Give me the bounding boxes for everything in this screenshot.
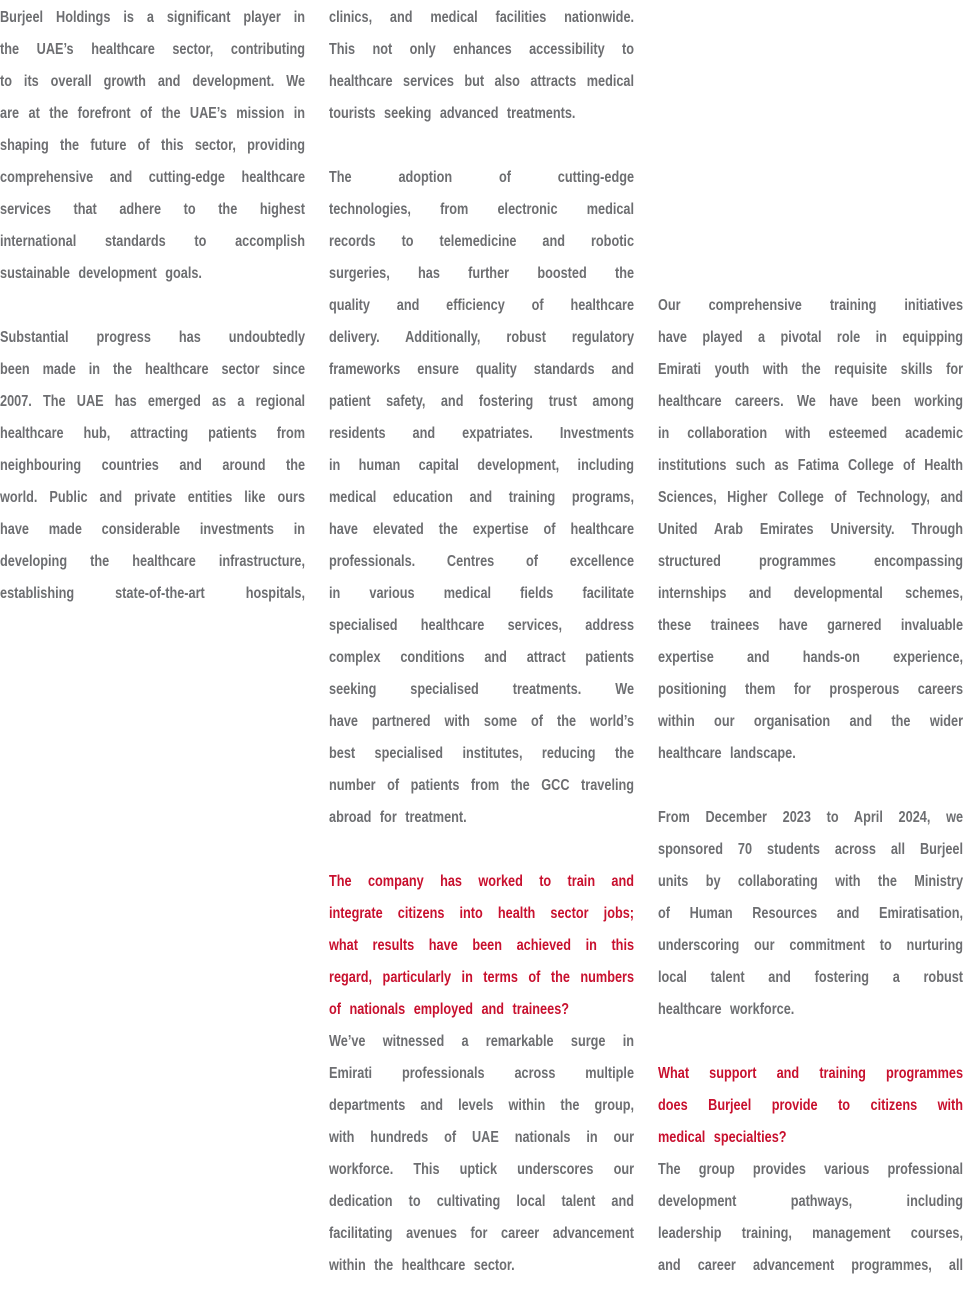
text-line: services that adhere to the highest	[0, 201, 306, 218]
text-line: positioning them for prosperous careers	[658, 681, 964, 698]
text-line: regard, particularly in terms of the numbers	[329, 969, 635, 986]
text-column-1	[0, 2, 305, 642]
text-line: within the healthcare sector.	[329, 1257, 515, 1274]
interview-question	[658, 1058, 963, 1154]
text-line: Emirati professionals across multiple	[329, 1065, 635, 1082]
text-line: what results have been achieved in this	[329, 937, 635, 954]
text-line: patient safety, and fostering trust among	[329, 393, 635, 410]
text-line: structured programmes encompassing	[658, 553, 964, 570]
text-line: international standards to accomplish	[0, 233, 306, 250]
text-line: workforce. This uptick underscores our	[329, 1161, 635, 1178]
text-line: United Arab Emirates University. Through	[658, 521, 964, 538]
text-line: The company has worked to train and	[329, 873, 635, 890]
text-line: been made in the healthcare sector since	[0, 361, 306, 378]
text-line: We’ve witnessed a remarkable surge in	[329, 1033, 635, 1050]
body-paragraph	[329, 2, 634, 130]
text-line: Substantial progress has undoubtedly	[0, 329, 306, 346]
text-line: medical specialties?	[658, 1129, 787, 1146]
text-line: dedication to cultivating local talent and	[329, 1193, 635, 1210]
text-line: surgeries, has further boosted the	[329, 265, 635, 282]
body-paragraph	[329, 1026, 634, 1282]
text-line: tourists seeking advanced treatments.	[329, 105, 576, 122]
text-line: sponsored 70 students across all Burjeel	[658, 841, 964, 858]
text-column-2	[329, 2, 634, 1314]
text-line: have played a pivotal role in equipping	[658, 329, 964, 346]
text-line: to its overall growth and development. We	[0, 73, 306, 90]
text-line: the UAE’s healthcare sector, contributing	[0, 41, 306, 58]
text-line: and career advancement programmes, all	[658, 1257, 964, 1274]
text-line: have made considerable investments in	[0, 521, 306, 538]
text-line: are at the forefront of the UAE’s mission in	[0, 105, 306, 122]
body-paragraph	[0, 2, 305, 290]
text-line: healthcare services but also attracts medical	[329, 73, 635, 90]
text-line: From December 2023 to April 2024, we	[658, 809, 964, 826]
text-line: these trainees have garnered invaluable	[658, 617, 964, 634]
text-line: of Human Resources and Emiratisation,	[658, 905, 964, 922]
text-line: Burjeel Holdings is a significant player in	[0, 9, 306, 26]
text-line: developing the healthcare infrastructure,	[0, 553, 306, 570]
text-line: residents and expatriates. Investments	[329, 425, 635, 442]
text-line: quality and efficiency of healthcare	[329, 297, 635, 314]
text-line: professionals. Centres of excellence	[329, 553, 635, 570]
text-line: within our organisation and the wider	[658, 713, 964, 730]
text-line: leadership training, management courses,	[658, 1225, 964, 1242]
text-line: Our comprehensive training initiatives	[658, 297, 964, 314]
text-line: healthcare careers. We have been working	[658, 393, 964, 410]
text-line: internships and developmental schemes,	[658, 585, 964, 602]
text-line: establishing state-of-the-art hospitals,	[0, 585, 306, 602]
text-line: 2007. The UAE has emerged as a regional	[0, 393, 306, 410]
text-line: complex conditions and attract patients	[329, 649, 635, 666]
text-line: facilitating avenues for career advancement	[329, 1225, 635, 1242]
text-line: What support and training programmes	[658, 1065, 964, 1082]
text-line: healthcare landscape.	[658, 745, 796, 762]
text-line: Sciences, Higher College of Technology, and	[658, 489, 964, 506]
text-line: world. Public and private entities like ours	[0, 489, 306, 506]
text-line: of nationals employed and trainees?	[329, 1001, 570, 1018]
text-line: abroad for treatment.	[329, 809, 467, 826]
body-paragraph	[658, 802, 963, 1026]
text-line: healthcare hub, attracting patients from	[0, 425, 306, 442]
text-line: shaping the future of this sector, providing	[0, 137, 306, 154]
text-line: seeking specialised treatments. We	[329, 681, 635, 698]
interview-question	[329, 866, 634, 1026]
text-line: The group provides various professional	[658, 1161, 964, 1178]
text-line: expertise and hands-on experience,	[658, 649, 964, 666]
text-line: units by collaborating with the Ministry	[658, 873, 964, 890]
text-line: medical education and training programs,	[329, 489, 635, 506]
text-line: in various medical fields facilitate	[329, 585, 635, 602]
text-line: healthcare workforce.	[658, 1001, 795, 1018]
text-line: specialised healthcare services, address	[329, 617, 635, 634]
text-line: in human capital development, including	[329, 457, 635, 474]
text-line: integrate citizens into health sector jobs;	[329, 905, 635, 922]
text-line: best specialised institutes, reducing the	[329, 745, 635, 762]
text-line: with hundreds of UAE nationals in our	[329, 1129, 635, 1146]
body-paragraph	[329, 162, 634, 834]
text-line: Emirati youth with the requisite skills for	[658, 361, 964, 378]
text-line: institutions such as Fatima College of Health	[658, 457, 964, 474]
body-paragraph	[0, 322, 305, 610]
body-paragraph	[658, 290, 963, 770]
text-line: local talent and fostering a robust	[658, 969, 964, 986]
text-line: delivery. Additionally, robust regulatory	[329, 329, 635, 346]
text-line: does Burjeel provide to citizens with	[658, 1097, 964, 1114]
text-line: clinics, and medical facilities nationwide.	[329, 9, 635, 26]
text-line: departments and levels within the group,	[329, 1097, 635, 1114]
body-paragraph	[658, 1154, 963, 1282]
text-line: development pathways, including	[658, 1193, 964, 1210]
text-line: neighbouring countries and around the	[0, 457, 306, 474]
text-line: technologies, from electronic medical	[329, 201, 635, 218]
text-line: frameworks ensure quality standards and	[329, 361, 635, 378]
text-line: comprehensive and cutting-edge healthcare	[0, 169, 306, 186]
text-line: number of patients from the GCC traveling	[329, 777, 635, 794]
text-line: have elevated the expertise of healthcare	[329, 521, 635, 538]
text-line: The adoption of cutting-edge	[329, 169, 635, 186]
text-line: have partnered with some of the world’s	[329, 713, 635, 730]
text-line: records to telemedicine and robotic	[329, 233, 635, 250]
text-line: sustainable development goals.	[0, 265, 202, 282]
text-line: in collaboration with esteemed academic	[658, 425, 964, 442]
text-column-3	[658, 2, 963, 1314]
text-line: This not only enhances accessibility to	[329, 41, 635, 58]
text-line: underscoring our commitment to nurturing	[658, 937, 964, 954]
